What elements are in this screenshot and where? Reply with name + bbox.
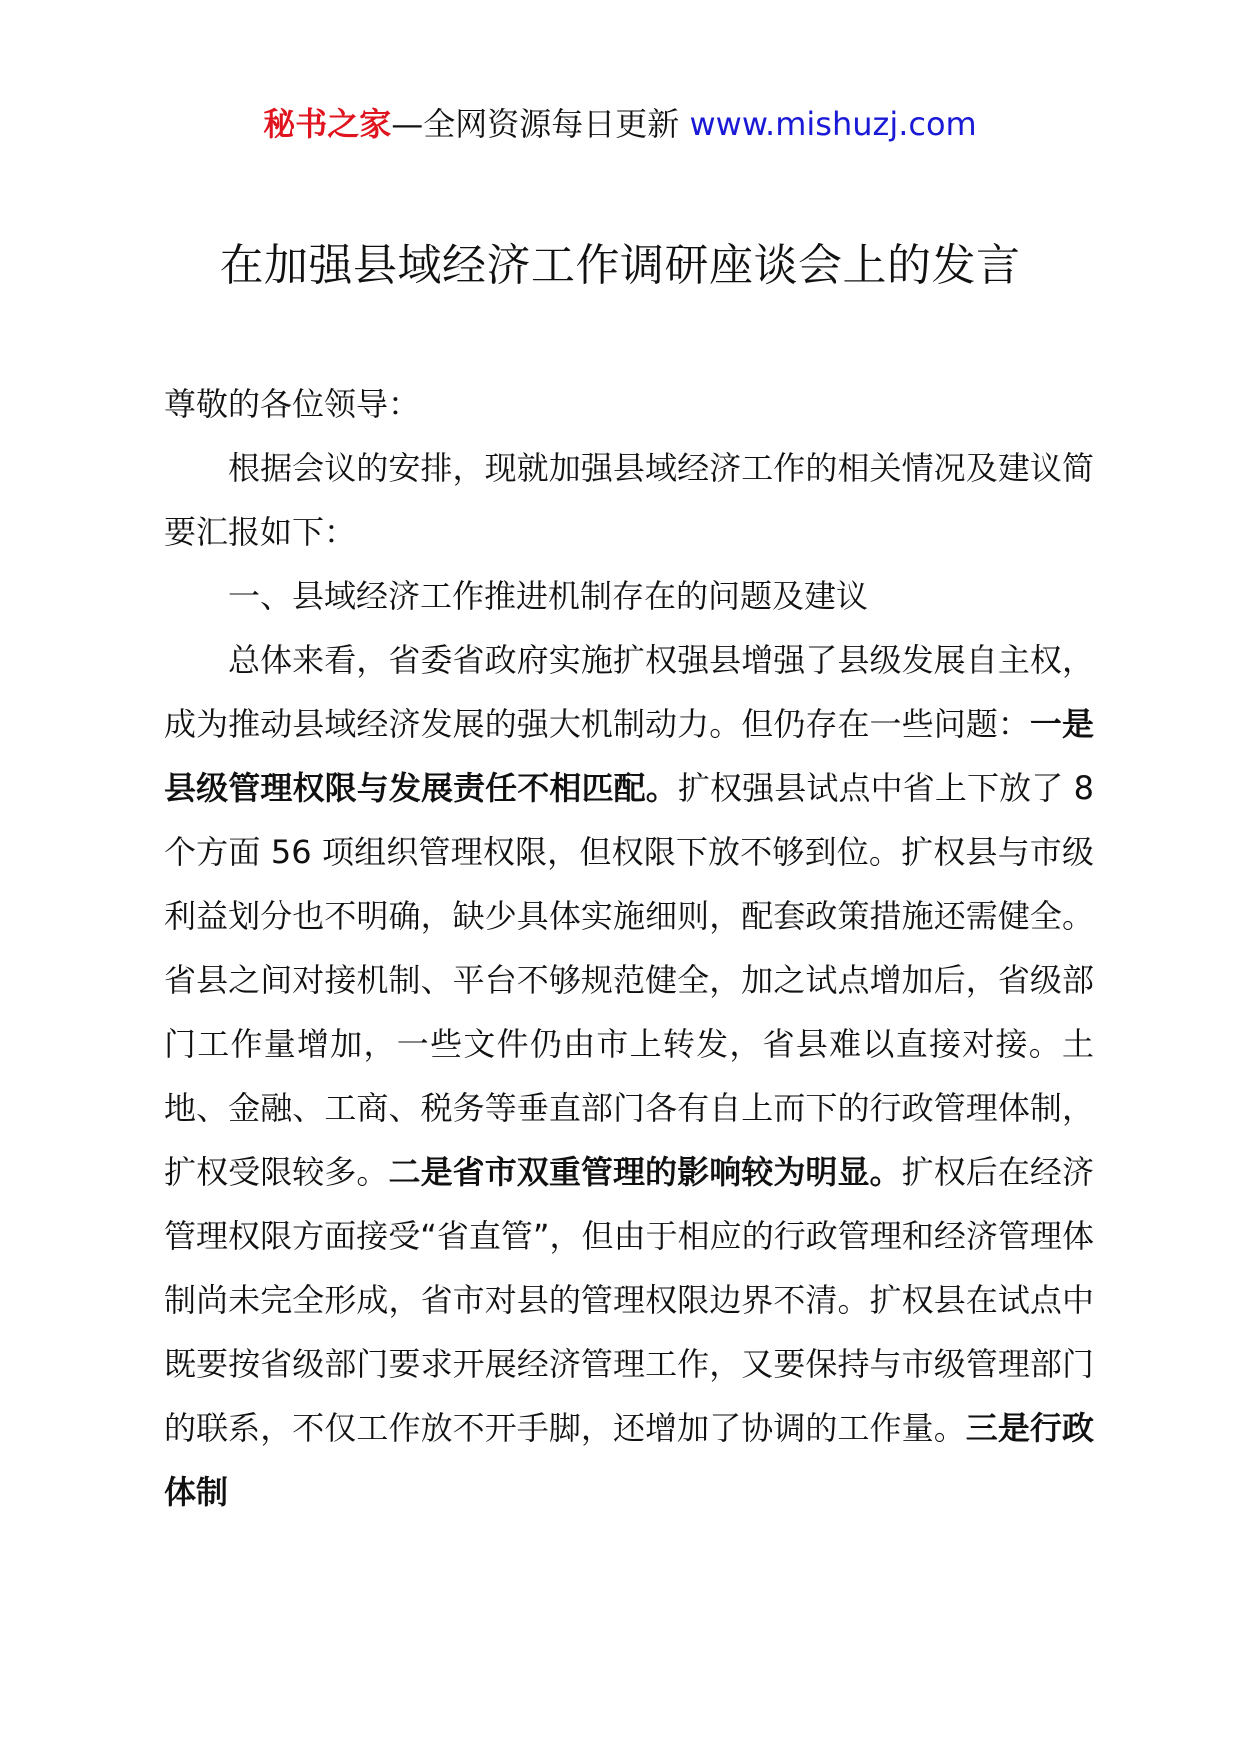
site-slogan: —全网资源每日更新 [391, 105, 690, 143]
point-three-heading: 三是行政体制 [164, 1409, 1094, 1511]
site-url-link[interactable]: www.mishuzj.com [689, 105, 977, 143]
site-header [0, 100, 1240, 148]
point-two-heading: 二是省市双重管理的影响较为明显。 [388, 1153, 902, 1191]
intro-paragraph: 根据会议的安排，现就加强县域经济工作的相关情况及建议简要汇报如下： [164, 449, 1094, 551]
point-two-text: 扩权后在经济管理权限方面接受“省直管”，但由于相应的行政管理和经济管理体制尚未完全形成，省市对县的管理权限边界不清。扩权县在试点中既要按省级部门要求开展经济管理工作，又要保持与市级管理部门的联系，不仅工作放不开手脚，还增加了协调的工作量。 [164, 1153, 1094, 1447]
point-one-heading: 一是县级管理权限与发展责任不相匹配。 [164, 705, 1094, 807]
document-body [164, 372, 1094, 1524]
site-brand: 秘书之家 [263, 105, 392, 143]
section-heading: 一、县域经济工作推进机制存在的问题及建议 [228, 577, 869, 615]
salutation: 尊敬的各位领导： [164, 385, 421, 423]
paragraph-lead: 总体来看，省委省政府实施扩权强县增强了县级发展自主权，成为推动县域经济发展的强大机制动力。但仍存在一些问题： [164, 641, 1094, 743]
document-title: 在加强县域经济工作调研座谈会上的发言 [219, 240, 1021, 291]
body-paragraph [164, 628, 1094, 1524]
point-one-text: 扩权强县试点中省上下放了 8 个方面 56 项组织管理权限，但权限下放不够到位。扩权县与市级利益划分也不明确，缺少具体实施细则，配套政策措施还需健全。省县之间对接机制、平台不够规范健全，加之试点增加后，省级部门工作量增加，一些文件仍由市上转发，省县难以直接对接。土地、金融、工商、税务等垂直部门各有自上而下的行政管理体制，扩权受限较多。 [164, 769, 1094, 1191]
